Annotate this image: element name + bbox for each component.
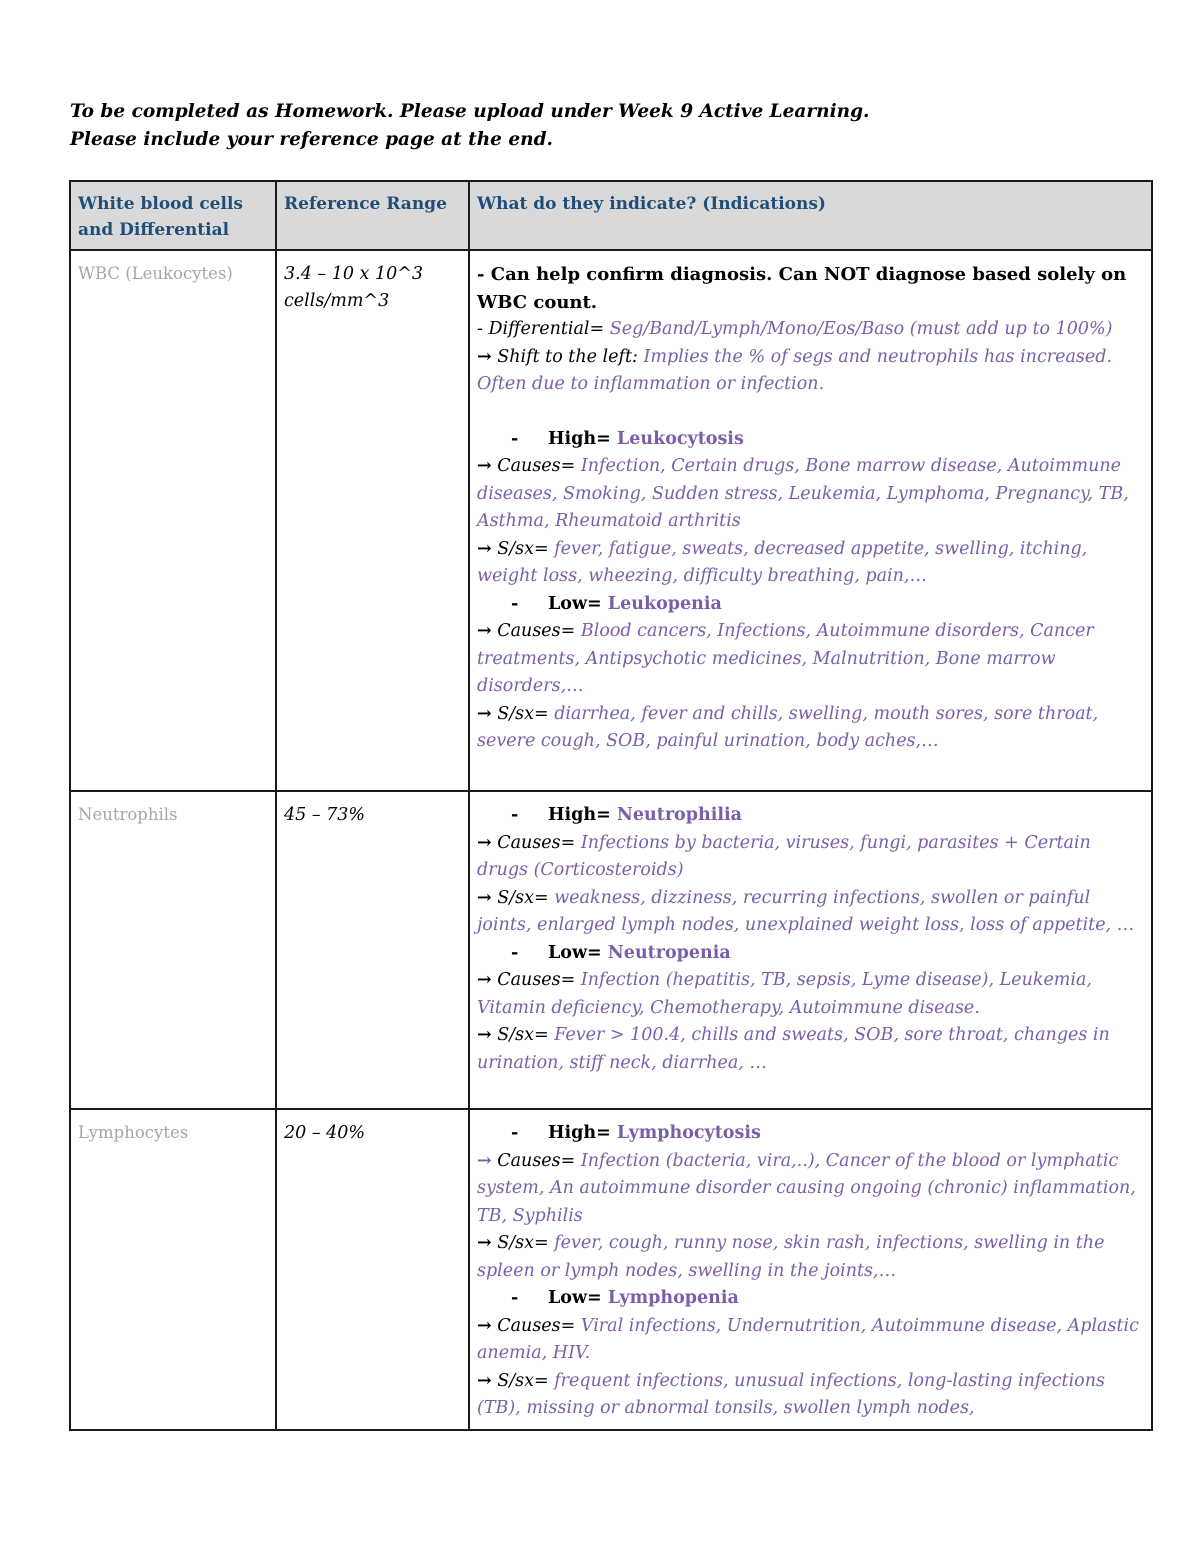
low-label: Low= bbox=[548, 593, 602, 614]
header-cell-range: Reference Range bbox=[276, 181, 469, 250]
causes-label: Causes= bbox=[491, 970, 576, 990]
cell-range-wbc: 3.4 – 10 x 10^3 cells/mm^3 bbox=[276, 250, 469, 791]
low-term: Leukopenia bbox=[601, 593, 722, 614]
sx-value: weakness, dizziness, recurring infections, swollen or painful joints, enlarged lymph nodes, unexplained weight loss, loss of appetite, … bbox=[477, 887, 1135, 935]
arrow-icon: → bbox=[477, 456, 492, 476]
arrow-icon: → bbox=[477, 1370, 492, 1391]
high-label: High= bbox=[548, 1123, 611, 1143]
dash-bullet: - bbox=[511, 805, 519, 825]
sx-label: S/sx= bbox=[491, 1370, 549, 1391]
arrow-icon: → bbox=[477, 1233, 492, 1253]
spacer bbox=[477, 399, 1145, 426]
high-label: High= bbox=[548, 428, 611, 449]
sx-label: S/sx= bbox=[491, 1233, 549, 1253]
wbc-shift-line bbox=[477, 344, 1145, 399]
neutrophils-low-heading bbox=[477, 940, 1145, 968]
causes-label: Causes= bbox=[491, 1315, 576, 1336]
high-term: Neutrophilia bbox=[610, 805, 742, 825]
dash-bullet: - bbox=[511, 428, 519, 449]
wbc-lead-note: - Can help confirm diagnosis. Can NOT diagnose based solely on WBC count. bbox=[477, 264, 1127, 313]
sx-label: S/sx= bbox=[491, 538, 549, 559]
causes-value: Viral infections, Undernutrition, Autoimmune disease, Aplastic anemia, HIV. bbox=[477, 1315, 1139, 1363]
arrow-icon: → bbox=[477, 346, 492, 367]
table-header-row bbox=[70, 181, 1152, 250]
arrow-icon: → bbox=[477, 621, 492, 641]
lymphocytes-low-heading bbox=[477, 1285, 1145, 1313]
wbc-high-causes bbox=[477, 453, 1145, 536]
neutrophils-high-sx bbox=[477, 885, 1145, 940]
low-term: Neutropenia bbox=[601, 942, 731, 963]
differential-value: Seg/Band/Lymph/Mono/Eos/Baso (must add up to 100%) bbox=[604, 319, 1113, 339]
arrow-icon: → bbox=[477, 970, 492, 990]
causes-value: Infection, Certain drugs, Bone marrow disease, Autoimmune diseases, Smoking, Sudden stress, Leukemia, Lymphoma, Pregnancy, TB, Asthma, Rheumatoid arthritis bbox=[477, 456, 1129, 531]
arrow-icon: → bbox=[477, 1150, 492, 1171]
lymphocytes-low-causes bbox=[477, 1313, 1145, 1368]
low-label: Low= bbox=[548, 942, 602, 963]
wbc-low-sx bbox=[477, 701, 1145, 756]
lymphocytes-low-sx bbox=[477, 1368, 1145, 1423]
dash-bullet: - bbox=[511, 942, 519, 963]
instruction-line-1: To be completed as Homework. Please upload under Week 9 Active Learning. bbox=[70, 101, 870, 122]
homework-instructions bbox=[70, 98, 1150, 154]
instruction-line-2: Please include your reference page at the end. bbox=[70, 129, 553, 150]
shift-value: Implies the % of segs and neutrophils has increased. Often due to inflammation or infection. bbox=[477, 346, 1113, 394]
sx-label: S/sx= bbox=[491, 887, 549, 908]
causes-value: Infection (hepatitis, TB, sepsis, Lyme disease), Leukemia, Vitamin deficiency, Chemotherapy, Autoimmune disease. bbox=[477, 970, 1092, 1018]
arrow-icon: → bbox=[477, 1025, 492, 1045]
lymphocytes-high-sx bbox=[477, 1230, 1145, 1285]
cell-name-wbc: WBC (Leukocytes) bbox=[70, 250, 276, 791]
wbc-differential-table bbox=[69, 180, 1153, 1431]
table-row-neutrophils bbox=[70, 791, 1152, 1109]
causes-value: Infections by bacteria, viruses, fungi, parasites + Certain drugs (Corticosteroids) bbox=[477, 832, 1091, 880]
arrow-icon: → bbox=[477, 1315, 492, 1336]
cell-indications-lymphocytes bbox=[469, 1109, 1152, 1430]
cell-name-lymphocytes: Lymphocytes bbox=[70, 1109, 276, 1430]
cell-range-neutrophils: 45 – 73% bbox=[276, 791, 469, 1109]
arrow-icon: → bbox=[477, 832, 492, 853]
wbc-low-heading bbox=[477, 591, 1145, 619]
dash-bullet: - bbox=[511, 593, 519, 614]
wbc-low-causes bbox=[477, 618, 1145, 701]
high-term: Leukocytosis bbox=[610, 428, 744, 449]
wbc-high-heading bbox=[477, 426, 1145, 454]
dash-bullet: - bbox=[511, 1288, 519, 1308]
sx-value: fever, fatigue, sweats, decreased appetite, swelling, itching, weight loss, wheezing, difficulty breathing, pain,… bbox=[477, 538, 1088, 586]
high-label: High= bbox=[548, 805, 611, 825]
arrow-icon: → bbox=[477, 538, 492, 559]
lymphocytes-high-causes bbox=[477, 1148, 1145, 1231]
sx-label: S/sx= bbox=[491, 1025, 549, 1045]
high-term: Lymphocytosis bbox=[610, 1123, 761, 1143]
causes-label: Causes= bbox=[491, 621, 576, 641]
causes-label: Causes= bbox=[491, 832, 576, 853]
causes-label: Causes= bbox=[491, 1150, 576, 1171]
low-label: Low= bbox=[548, 1288, 602, 1308]
causes-label: Causes= bbox=[491, 456, 576, 476]
cell-indications-wbc bbox=[469, 250, 1152, 791]
cell-indications-neutrophils bbox=[469, 791, 1152, 1109]
sx-label: S/sx= bbox=[491, 703, 549, 724]
arrow-icon: → bbox=[477, 703, 492, 724]
table-row-lymphocytes bbox=[70, 1109, 1152, 1430]
sx-value: diarrhea, fever and chills, swelling, mouth sores, sore throat, severe cough, SOB, painful urination, body aches,… bbox=[477, 703, 1099, 751]
shift-label: Shift to the left: bbox=[491, 346, 638, 367]
lymphocytes-high-heading bbox=[477, 1120, 1145, 1148]
neutrophils-high-causes bbox=[477, 830, 1145, 885]
cell-name-neutrophils: Neutrophils bbox=[70, 791, 276, 1109]
wbc-high-sx bbox=[477, 536, 1145, 591]
differential-label: - Differential= bbox=[477, 319, 605, 339]
header-cell-name: White blood cells and Differential bbox=[70, 181, 276, 250]
causes-value: Infection (bacteria, vira,..), Cancer of the blood or lymphatic system, An autoimmune disorder causing ongoing (chronic) inflammation, TB, Syphilis bbox=[477, 1150, 1136, 1226]
sx-value: frequent infections, unusual infections, long-lasting infections (TB), missing or abnormal tonsils, swollen lymph nodes, bbox=[477, 1370, 1105, 1418]
wbc-differential-line bbox=[477, 316, 1145, 344]
neutrophils-high-heading bbox=[477, 802, 1145, 830]
causes-value: Blood cancers, Infections, Autoimmune disorders, Cancer treatments, Antipsychotic medicines, Malnutrition, Bone marrow disorders,… bbox=[477, 621, 1094, 696]
neutrophils-low-causes bbox=[477, 967, 1145, 1022]
table-row-wbc bbox=[70, 250, 1152, 791]
neutrophils-low-sx bbox=[477, 1022, 1145, 1077]
low-term: Lymphopenia bbox=[601, 1288, 739, 1308]
cell-range-lymphocytes: 20 – 40% bbox=[276, 1109, 469, 1430]
sx-value: fever, cough, runny nose, skin rash, infections, swelling in the spleen or lymph nodes, swelling in the joints,… bbox=[477, 1233, 1105, 1281]
dash-bullet: - bbox=[511, 1123, 519, 1143]
sx-value: Fever > 100.4, chills and sweats, SOB, sore throat, changes in urination, stiff neck, diarrhea, … bbox=[477, 1025, 1110, 1073]
arrow-icon: → bbox=[477, 887, 492, 908]
header-cell-indications: What do they indicate? (Indications) bbox=[469, 181, 1152, 250]
